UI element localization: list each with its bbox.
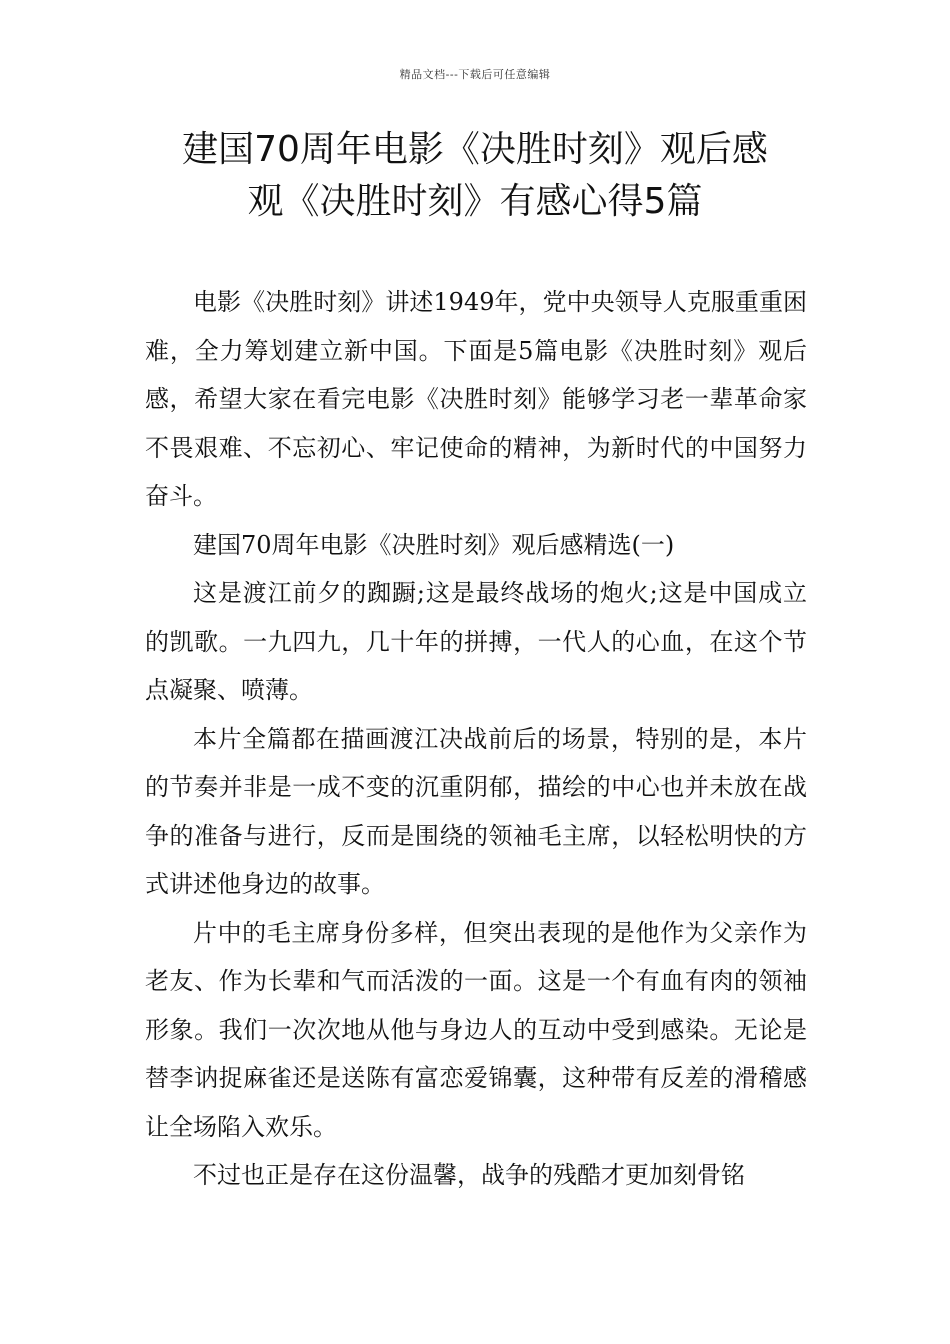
title-line-2: 观《决胜时刻》有感心得5篇 (247, 181, 703, 222)
body-paragraph-1: 这是渡江前夕的踟蹰;这是最终战场的炮火;这是中国成立的凯歌。一九四九，几十年的拼搏，一代人的心血，在这个节点凝聚、喷薄。 (145, 579, 807, 704)
page-header-note: 精品文档---下载后可任意编辑 (399, 68, 551, 81)
title-line-1: 建国70周年电影《决胜时刻》观后感 (182, 129, 768, 170)
body-paragraph-4: 不过也正是存在这份温馨，战争的残酷才更加刻骨铭 (193, 1161, 745, 1189)
section-heading: 建国70周年电影《决胜时刻》观后感精选(一) (193, 530, 675, 559)
body-paragraph-2: 本片全篇都在描画渡江决战前后的场景，特别的是，本片的节奏并非是一成不变的沉重阴郁，描绘的中心也并未放在战争的准备与进行，反而是围绕的领袖毛主席，以轻松明快的方式讲述他身边的故事。 (145, 724, 807, 898)
document-title (0, 124, 950, 228)
document-body (145, 278, 807, 1200)
body-paragraph-3: 片中的毛主席身份多样，但突出表现的是他作为父亲作为老友、作为长辈和气而活泼的一面。这是一个有血有肉的领袖形象。我们一次次地从他与身边人的互动中受到感染。无论是替李讷捉麻雀还是送陈有富恋爱锦囊，这种带有反差的滑稽感让全场陷入欢乐。 (145, 918, 807, 1141)
intro-paragraph: 电影《决胜时刻》讲述1949年，党中央领导人克服重重困难，全力筹划建立新中国。下面是5篇电影《决胜时刻》观后感，希望大家在看完电影《决胜时刻》能够学习老一辈革命家不畏艰难、不忘初心、牢记使命的精神，为新时代的中国努力奋斗。 (145, 288, 807, 510)
